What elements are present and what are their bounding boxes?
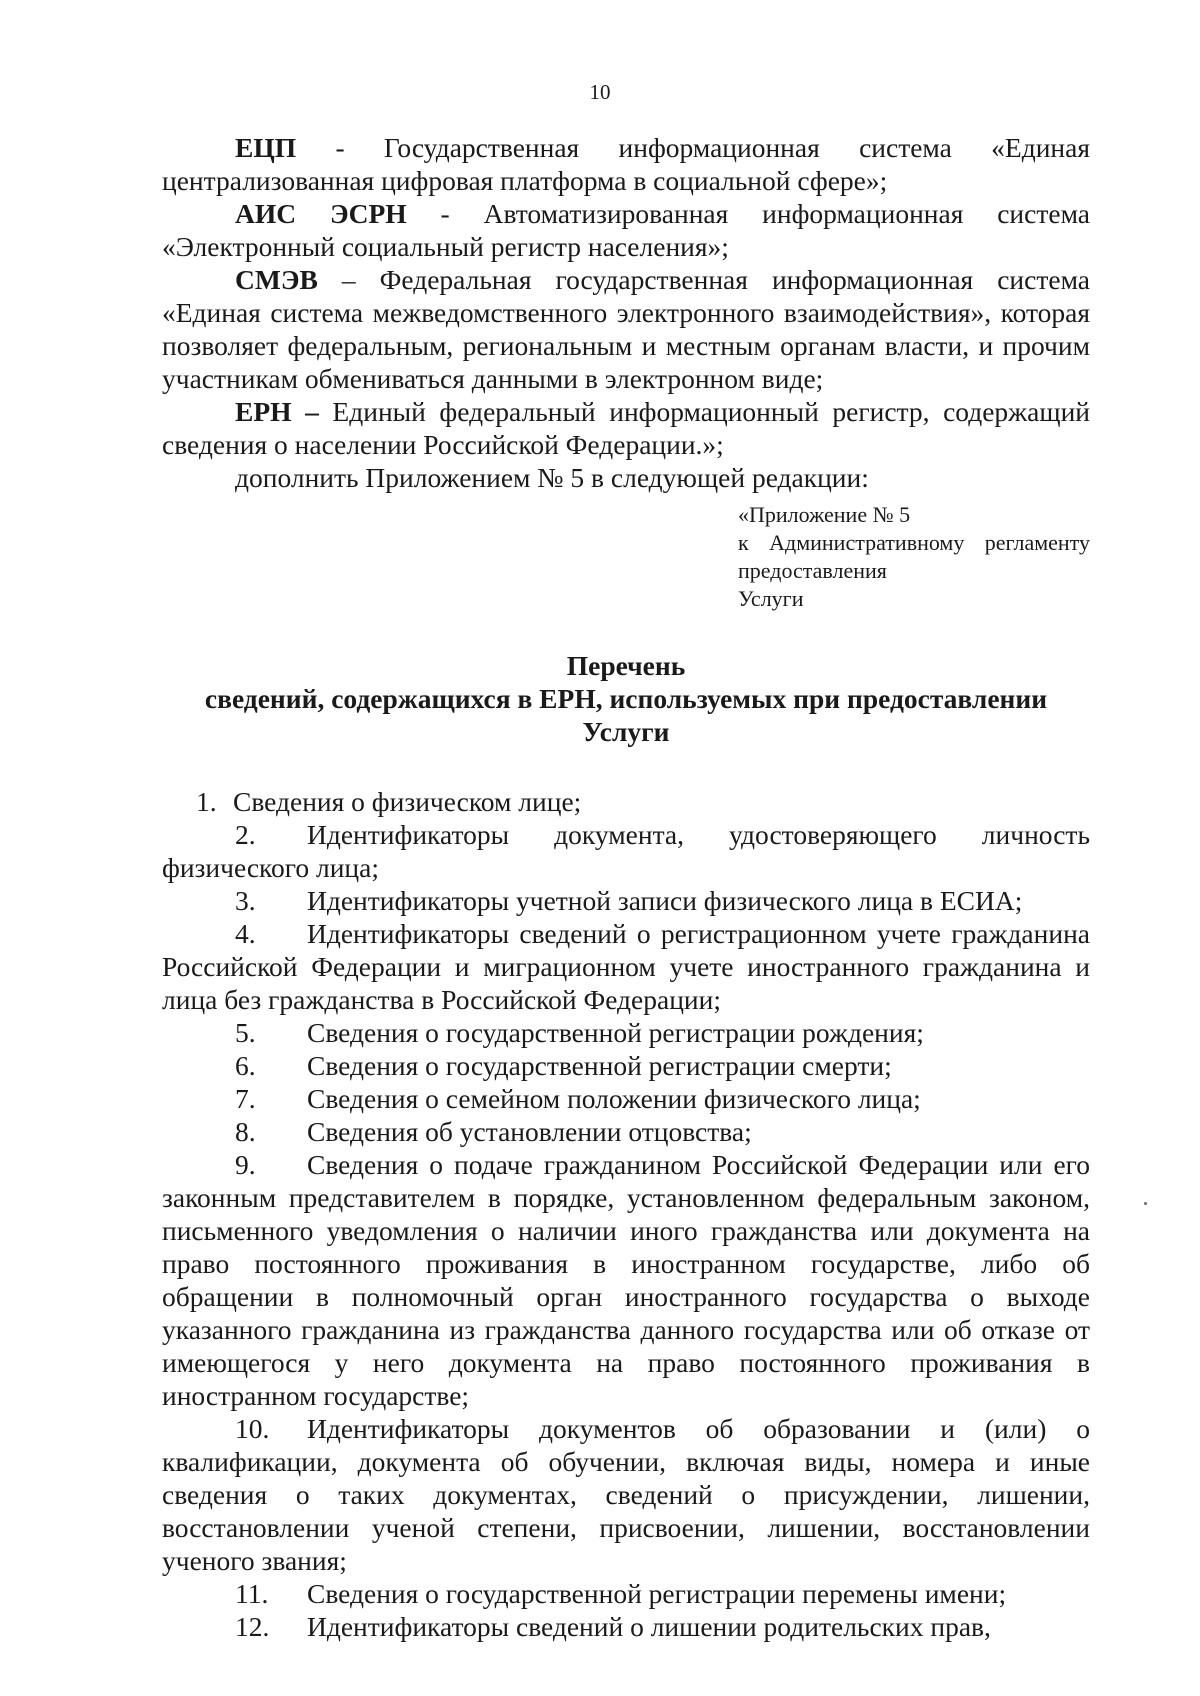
list-item-text: Идентификаторы сведений о регистрационном учете гражданина Российской Федерации и миграционном учете иностранного гражданина и лица без гражданства в Российской Федерации;	[162, 918, 1090, 1015]
definition-term: АИС ЭСРН	[235, 198, 407, 229]
list-title-line-2: сведений, содержащихся в ЕРН, используемых при предоставлении	[204, 683, 1048, 714]
list-item-text: Сведения о физическом лице;	[233, 786, 582, 817]
definition-text: - Автоматизированная информационная система «Электронный социальный регистр населения»;	[162, 198, 1091, 262]
list-item-number: 5.	[235, 1017, 256, 1048]
list-item-text: Сведения о государственной регистрации рождения;	[307, 1017, 924, 1048]
list-item	[162, 1016, 1090, 1049]
list-item-text: Сведения о подаче гражданином Российской Федерации или его законным представителем в порядке, установленном федеральным законом, письменного уведомления о наличии иного гражданства или документа на право постоянного проживания в иностранном государстве, либо об обращении в полномочный орган иностранного государства о выходе указанного гражданина из гражданства данного государства или об отказе от имеющегося у него документа на право постоянного проживания в иностранном государстве;	[162, 1149, 1090, 1411]
list-title-line-3: Услуги	[582, 716, 670, 747]
scan-speck	[1144, 1202, 1147, 1205]
definition-text: Единый федеральный информационный регистр, содержащий сведения о населении Российской Федерации.»;	[162, 396, 1091, 460]
definition-smev	[162, 263, 1090, 395]
list-item	[162, 1412, 1090, 1577]
list-item	[162, 1577, 1090, 1610]
list-item-number: 6.	[235, 1050, 256, 1081]
list-item-number: 1.	[196, 786, 217, 817]
definition-term: СМЭВ	[235, 264, 318, 295]
list-item-text: Идентификаторы учетной записи физического лица в ЕСИА;	[307, 885, 1023, 916]
list-item-number: 8.	[235, 1116, 256, 1147]
definitions-section	[162, 131, 1090, 494]
supplement-line: дополнить Приложением № 5 в следующей редакции:	[235, 462, 869, 493]
appendix-line-3: Услуги	[738, 586, 804, 611]
definition-term: ЕЦП	[235, 132, 297, 163]
list-item-text: Идентификаторы документов об образовании и (или) о квалификации, документа об обучении, включая виды, номера и иные сведения о таких документах, сведений о присуждении, лишении, восстановлении ученой степени, присвоении, лишении, восстановлении ученого звания;	[162, 1413, 1090, 1576]
list-item-number: 9.	[235, 1149, 256, 1180]
list-item-number: 10.	[235, 1413, 270, 1444]
list-title-line-1: Перечень	[566, 650, 686, 681]
information-list	[162, 785, 1090, 1643]
definition-text: - Государственная информационная система «Единая централизованная цифровая платформа в социальной сфере»;	[162, 132, 1090, 196]
list-item-number: 4.	[235, 918, 256, 949]
page-number: 10	[589, 80, 611, 104]
list-item	[162, 1610, 1090, 1643]
definition-term: ЕРН –	[235, 396, 319, 427]
appendix-heading	[738, 501, 1090, 613]
list-item	[162, 1148, 1090, 1412]
list-item	[196, 785, 1090, 818]
definition-text: – Федеральная государственная информационная система «Единая система межведомственного электронного взаимодействия», которая позволяет федеральным, региональным и местным органам власти, и прочим участникам обмениваться данными в электронном виде;	[162, 264, 1090, 394]
definition-ecp	[162, 131, 1090, 197]
list-item-number: 2.	[235, 819, 256, 850]
list-item-number: 12.	[235, 1611, 270, 1642]
list-item	[162, 884, 1090, 917]
definition-ern	[162, 395, 1090, 461]
appendix-line-2: к Административному регламенту предоставления	[738, 530, 1090, 583]
list-item	[162, 1049, 1090, 1082]
list-item-text: Сведения об установлении отцовства;	[307, 1116, 752, 1147]
list-title	[162, 649, 1090, 748]
appendix-line-1: «Приложение № 5	[738, 502, 911, 527]
list-item-text: Сведения о государственной регистрации смерти;	[307, 1050, 892, 1081]
list-item	[162, 917, 1090, 1016]
list-item-number: 11.	[235, 1578, 269, 1609]
list-item-number: 3.	[235, 885, 256, 916]
definition-ais-esrn	[162, 197, 1090, 263]
list-item	[162, 1082, 1090, 1115]
list-item-text: Идентификаторы документа, удостоверяющего личность физического лица;	[162, 819, 1090, 883]
list-item	[162, 818, 1090, 884]
list-item-text: Идентификаторы сведений о лишении родительских прав,	[307, 1611, 991, 1642]
list-item-text: Сведения о семейном положении физического лица;	[307, 1083, 921, 1114]
list-item-text: Сведения о государственной регистрации перемены имени;	[307, 1578, 1007, 1609]
list-item	[162, 1115, 1090, 1148]
list-item-number: 7.	[235, 1083, 256, 1114]
